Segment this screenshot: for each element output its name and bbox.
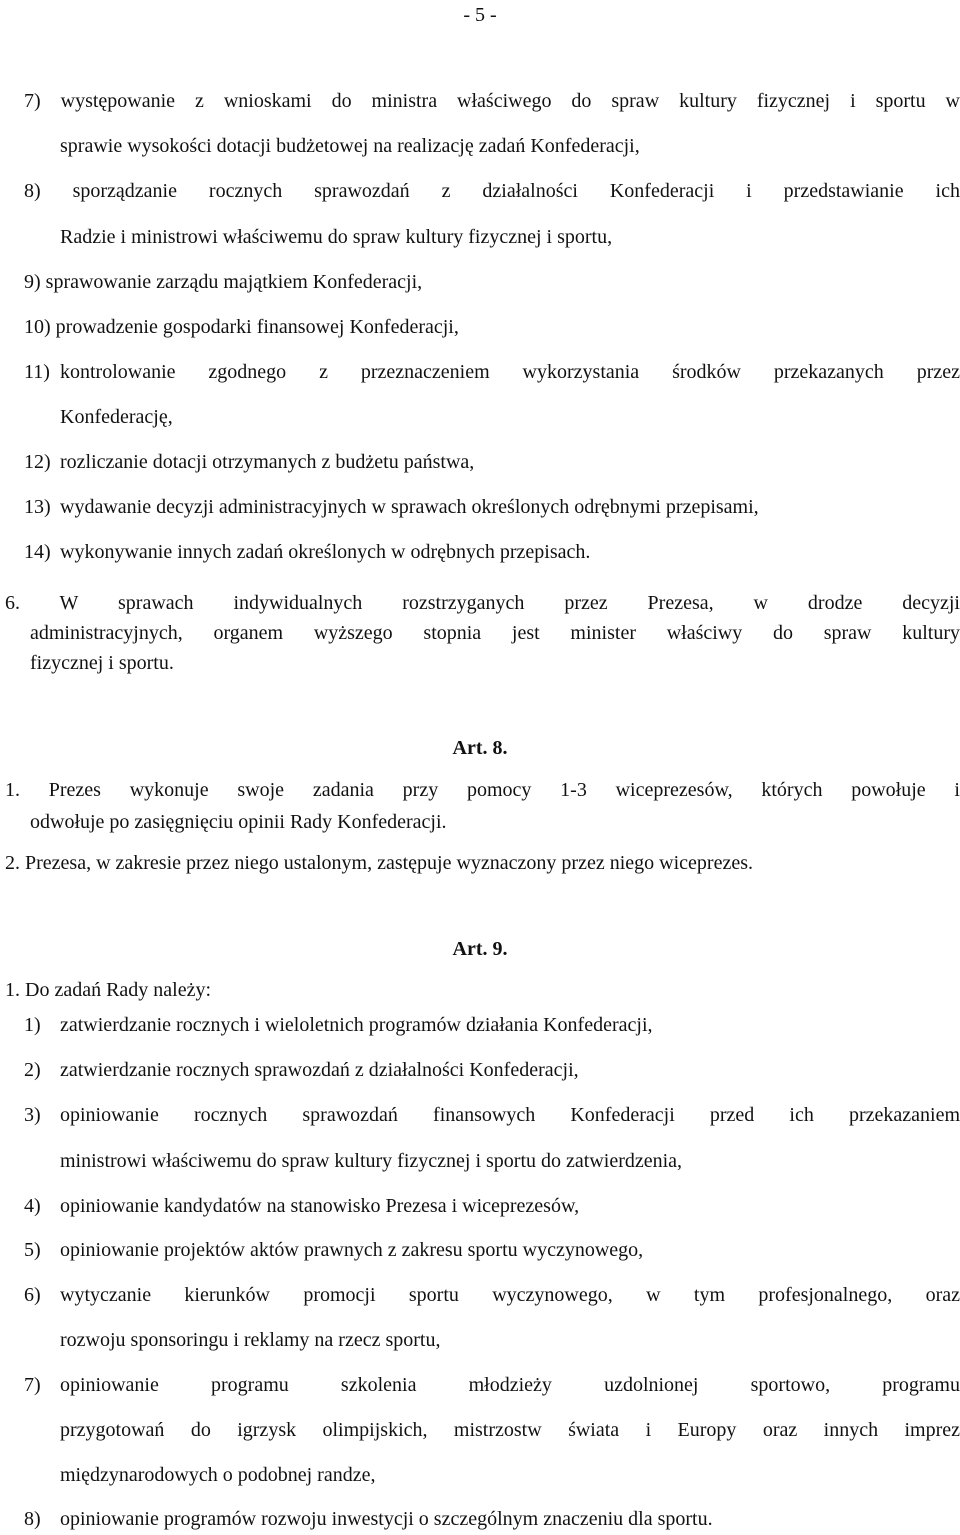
art7-item-9: 9) sprawowanie zarządu majątkiem Konfederacji, (24, 271, 423, 293)
art7-item-8-line2: Radzie i ministrowi właściwemu do spraw kultury fizycznej i sportu, (60, 226, 613, 248)
art9-item-3-number: 3) (24, 1104, 41, 1126)
art7-item-12-number: 12) (24, 451, 51, 473)
art7-item-14-number: 14) (24, 541, 51, 563)
art8-paragraph-1-line2: odwołuje po zasięgnięciu opinii Rady Konfederacji. (30, 811, 447, 833)
art9-item-6-line2: rozwoju sponsoringu i reklamy na rzecz sportu, (60, 1329, 441, 1351)
art9-item-3-line1: opiniowanie rocznych sprawozdań finansowych Konfederacji przed ich przekazaniem (60, 1104, 960, 1126)
art7-item-7-line1: 7) występowanie z wnioskami do ministra właściwego do spraw kultury fizycznej i sportu w (24, 90, 960, 112)
art9-item-2-text: zatwierdzanie rocznych sprawozdań z działalności Konfederacji, (60, 1059, 579, 1081)
art9-item-4-text: opiniowanie kandydatów na stanowisko Prezesa i wiceprezesów, (60, 1195, 580, 1217)
art9-item-7-line2: przygotowań do igrzysk olimpijskich, mistrzostw świata i Europy oraz innych imprez (60, 1419, 960, 1441)
art7-paragraph-6-line2: administracyjnych, organem wyższego stopnia jest minister właściwy do spraw kultury (30, 622, 960, 644)
art9-item-1-text: zatwierdzanie rocznych i wieloletnich programów działania Konfederacji, (60, 1014, 653, 1036)
art7-item-10: 10) prowadzenie gospodarki finansowej Konfederacji, (24, 316, 459, 338)
art9-item-5-text: opiniowanie projektów aktów prawnych z zakresu sportu wyczynowego, (60, 1239, 644, 1261)
art9-intro: 1. Do zadań Rady należy: (5, 979, 212, 1001)
art7-paragraph-6-line1: 6. W sprawach indywidualnych rozstrzyganych przez Prezesa, w drodze decyzji (5, 592, 960, 614)
page-number: - 5 - (463, 4, 497, 26)
art7-item-11-line2: Konfederację, (60, 406, 173, 428)
art9-item-6-number: 6) (24, 1284, 41, 1306)
art9-item-6-line1: wytyczanie kierunków promocji sportu wyczynowego, w tym profesjonalnego, oraz (60, 1284, 960, 1306)
art8-paragraph-1-line1: 1. Prezes wykonuje swoje zadania przy pomocy 1-3 wiceprezesów, których powołuje i (5, 779, 960, 801)
art9-item-7-line3: międzynarodowych o podobnej randze, (60, 1464, 376, 1486)
art7-item-13-text: wydawanie decyzji administracyjnych w sprawach określonych odrębnymi przepisami, (60, 496, 759, 518)
art7-item-13-number: 13) (24, 496, 51, 518)
art7-item-7-line2: sprawie wysokości dotacji budżetowej na realizację zadań Konfederacji, (60, 135, 640, 157)
art7-item-11-line1: kontrolowanie zgodnego z przeznaczeniem wykorzystania środków przekazanych przez (60, 361, 960, 383)
art9-item-5-number: 5) (24, 1239, 41, 1261)
art7-item-11-number: 11) (24, 361, 50, 383)
art8-paragraph-2: 2. Prezesa, w zakresie przez niego ustalonym, zastępuje wyznaczony przez niego wiceprezes. (5, 852, 753, 874)
art9-item-2-number: 2) (24, 1059, 41, 1081)
art7-item-8-line1: 8) sporządzanie rocznych sprawozdań z działalności Konfederacji i przedstawianie ich (24, 180, 960, 202)
art7-item-14-text: wykonywanie innych zadań określonych w odrębnych przepisach. (60, 541, 591, 563)
art9-item-3-line2: ministrowi właściwemu do spraw kultury fizycznej i sportu do zatwierdzenia, (60, 1150, 683, 1172)
art9-item-4-number: 4) (24, 1195, 41, 1217)
art7-item-12-text: rozliczanie dotacji otrzymanych z budżetu państwa, (60, 451, 475, 473)
art9-item-8-text: opiniowanie programów rozwoju inwestycji o szczególnym znaczeniu dla sportu. (60, 1508, 713, 1530)
art9-item-1-number: 1) (24, 1014, 41, 1036)
art8-heading: Art. 8. (452, 737, 508, 759)
art9-heading: Art. 9. (452, 938, 508, 960)
art9-item-7-number: 7) (24, 1374, 41, 1396)
art9-item-7-line1: opiniowanie programu szkolenia młodzieży uzdolnionej sportowo, programu (60, 1374, 960, 1396)
art7-paragraph-6-line3: fizycznej i sportu. (30, 652, 174, 674)
art9-item-8-number: 8) (24, 1508, 41, 1530)
